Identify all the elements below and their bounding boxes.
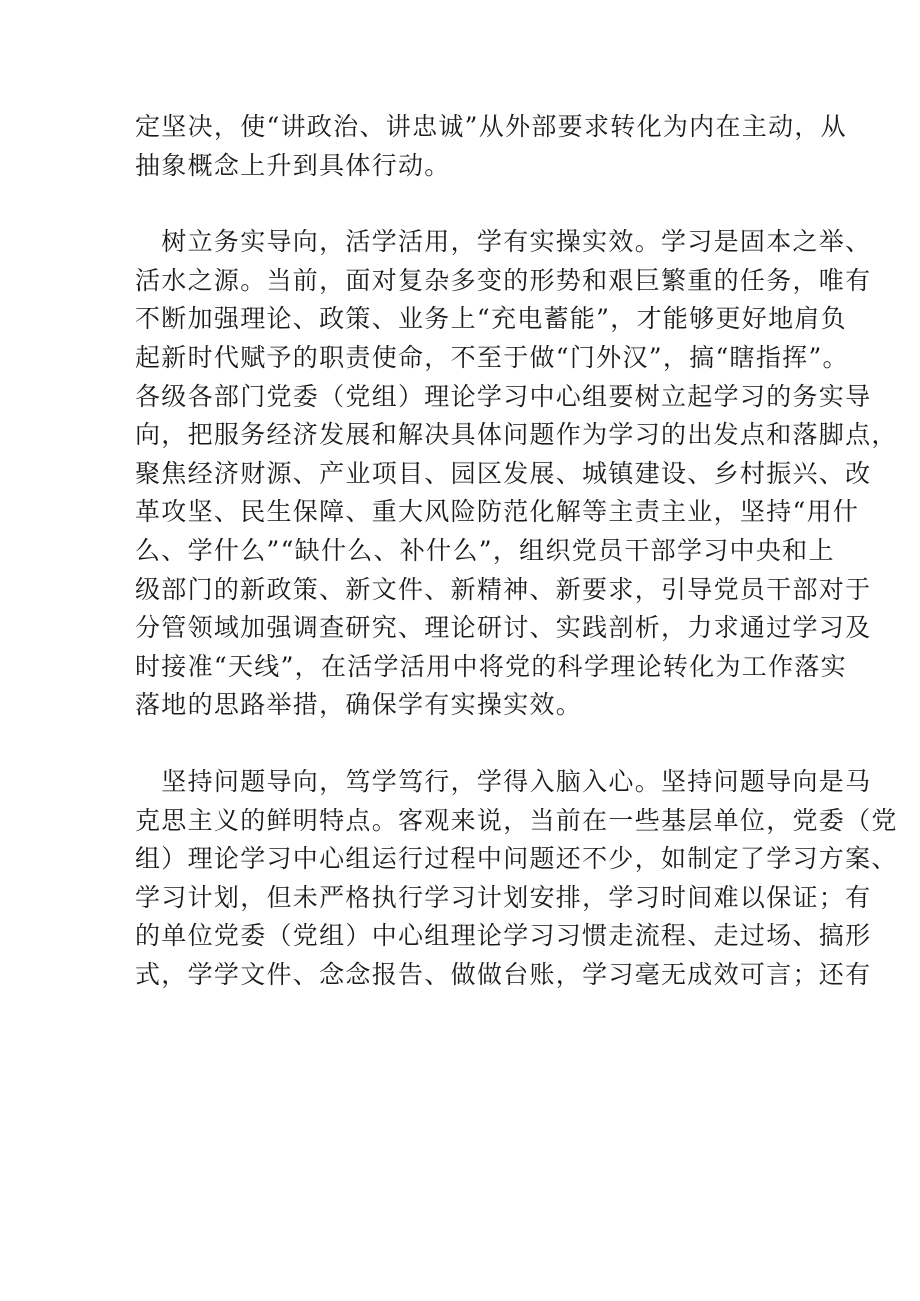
text-line: 向，把服务经济发展和解决具体问题作为学习的出发点和落脚点， [135, 420, 898, 450]
text-line: 级部门的新政策、新文件、新精神、新要求，引导党员干部对于 [135, 574, 872, 604]
paragraph-1 [135, 108, 847, 185]
text-line: 起新时代赋予的职责使命，不至于做“门外汉”，搞“瞎指挥”。 [135, 342, 849, 372]
text-line: 各级各部门党委（党组）理论学习中心组要树立起学习的务实导 [135, 381, 872, 411]
paragraph-2 [135, 223, 898, 725]
text-line: 聚焦经济财源、产业项目、园区发展、城镇建设、乡村振兴、改 [135, 458, 872, 488]
text-line: 革攻坚、民生保障、重大风险防范化解等主责主业，坚持“用什 [135, 497, 860, 527]
paragraph-gap [135, 185, 795, 223]
text-line: 时接准“天线”，在活学活用中将党的科学理论转化为工作落实 [135, 651, 847, 681]
paragraph-3 [135, 763, 898, 995]
paragraph-gap [135, 725, 795, 763]
text-line: 的单位党委（党组）中心组理论学习习惯走流程、走过场、搞形 [135, 921, 872, 951]
document-body [135, 108, 898, 994]
text-line: 落地的思路举措，确保学有实操实效。 [135, 690, 583, 720]
text-line: 么、学什么”“缺什么、补什么”，组织党员干部学习中央和上 [135, 535, 835, 565]
text-line: 定坚决，使“讲政治、讲忠诚”从外部要求转化为内在主动，从 [135, 112, 847, 141]
text-line: 抽象概念上升到具体行动。 [135, 150, 451, 180]
text-line: 组）理论学习中心组运行过程中问题还不少，如制定了学习方案、 [135, 844, 898, 874]
text-line: 不断加强理论、政策、业务上“充电蓄能”，才能够更好地肩负 [135, 304, 847, 334]
text-line: 克思主义的鲜明特点。客观来说，当前在一些基层单位，党委（党 [135, 805, 898, 835]
text-line: 坚持问题导向，笃学笃行，学得入脑入心。坚持问题导向是马 [135, 766, 872, 796]
text-line: 学习计划，但未严格执行学习计划安排，学习时间难以保证；有 [135, 882, 872, 912]
text-line: 活水之源。当前，面对复杂多变的形势和艰巨繁重的任务，唯有 [135, 265, 872, 295]
text-line: 式，学学文件、念念报告、做做台账，学习毫无成效可言；还有 [135, 959, 872, 989]
text-line: 树立务实导向，活学活用，学有实操实效。学习是固本之举、 [135, 227, 872, 257]
text-line: 分管领域加强调查研究、理论研讨、实践剖析，力求通过学习及 [135, 613, 872, 643]
